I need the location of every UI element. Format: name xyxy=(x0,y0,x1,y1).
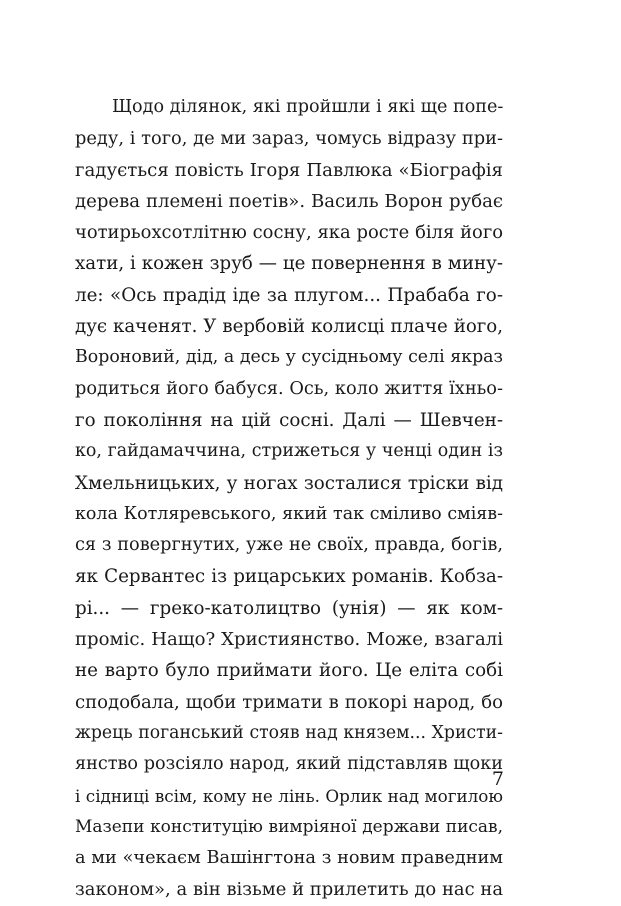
text-line: дує каченят. У вербовій колисці плаче його, xyxy=(75,316,503,338)
text-line: Щодо ділянок, які пройшли і які ще попе- xyxy=(112,97,504,117)
text-line: янство розсіяло народ, який підставляв щоки xyxy=(75,754,503,775)
text-line: Вороновий, дід, а десь у сусідньому селі якраз xyxy=(75,347,503,368)
text-line: рі... — греко-католицтво (унія) — як ком- xyxy=(75,597,503,619)
text-line: не варто було приймати його. Це еліта собі xyxy=(75,660,503,682)
text-line: родиться його бабуся. Ось, коло життя їхньо- xyxy=(75,378,503,399)
text-line: реду, і того, де ми зараз, чомусь відразу при- xyxy=(75,128,503,150)
text-line: Мазепи конституцію вимріяної держави писав, xyxy=(75,816,503,837)
page-number: 7 xyxy=(491,768,504,790)
text-line: і сідниці всім, кому не лінь. Орлик над могилою xyxy=(75,785,503,806)
text-line: гадується повість Ігоря Павлюка «Біографія xyxy=(75,159,503,181)
text-line: ся з повергнутих, уже не своїх, правда, богів, xyxy=(75,535,503,556)
text-line: ко, гайдамаччина, стрижеться у ченці один із xyxy=(75,441,503,462)
text-line: проміс. Нащо? Християнство. Може, взагалі xyxy=(75,629,503,651)
text-line: законом», а він візьме й прилетить до нас на xyxy=(75,879,503,901)
text-line: кола Котляревського, який так сміливо сміяв- xyxy=(75,503,503,524)
text-line: сподобала, щоби тримати в покорі народ, бо xyxy=(75,691,503,713)
text-line: ле: «Ось прадід іде за плугом... Прабаба го- xyxy=(75,284,503,306)
text-line: го покоління на цій сосні. Далі — Шевчен- xyxy=(75,409,503,431)
text-line: хати, і кожен зруб — це повернення в мину- xyxy=(75,253,503,275)
body-paragraph xyxy=(75,92,503,906)
text-line: жрець поганський стояв над князем... Христи- xyxy=(75,722,503,743)
text-line: як Сервантес із рицарських романів. Кобза- xyxy=(75,566,503,588)
text-line: Хмельницьких, у ногах зосталися тріски від xyxy=(75,472,503,494)
text-line: чотирьохсотлітню сосну, яка росте біля його xyxy=(75,222,503,244)
text-line: а ми «чекаєм Вашінгтона з новим праведним xyxy=(75,848,503,869)
text-line: дерева племені поетів». Василь Ворон рубає xyxy=(75,190,503,212)
